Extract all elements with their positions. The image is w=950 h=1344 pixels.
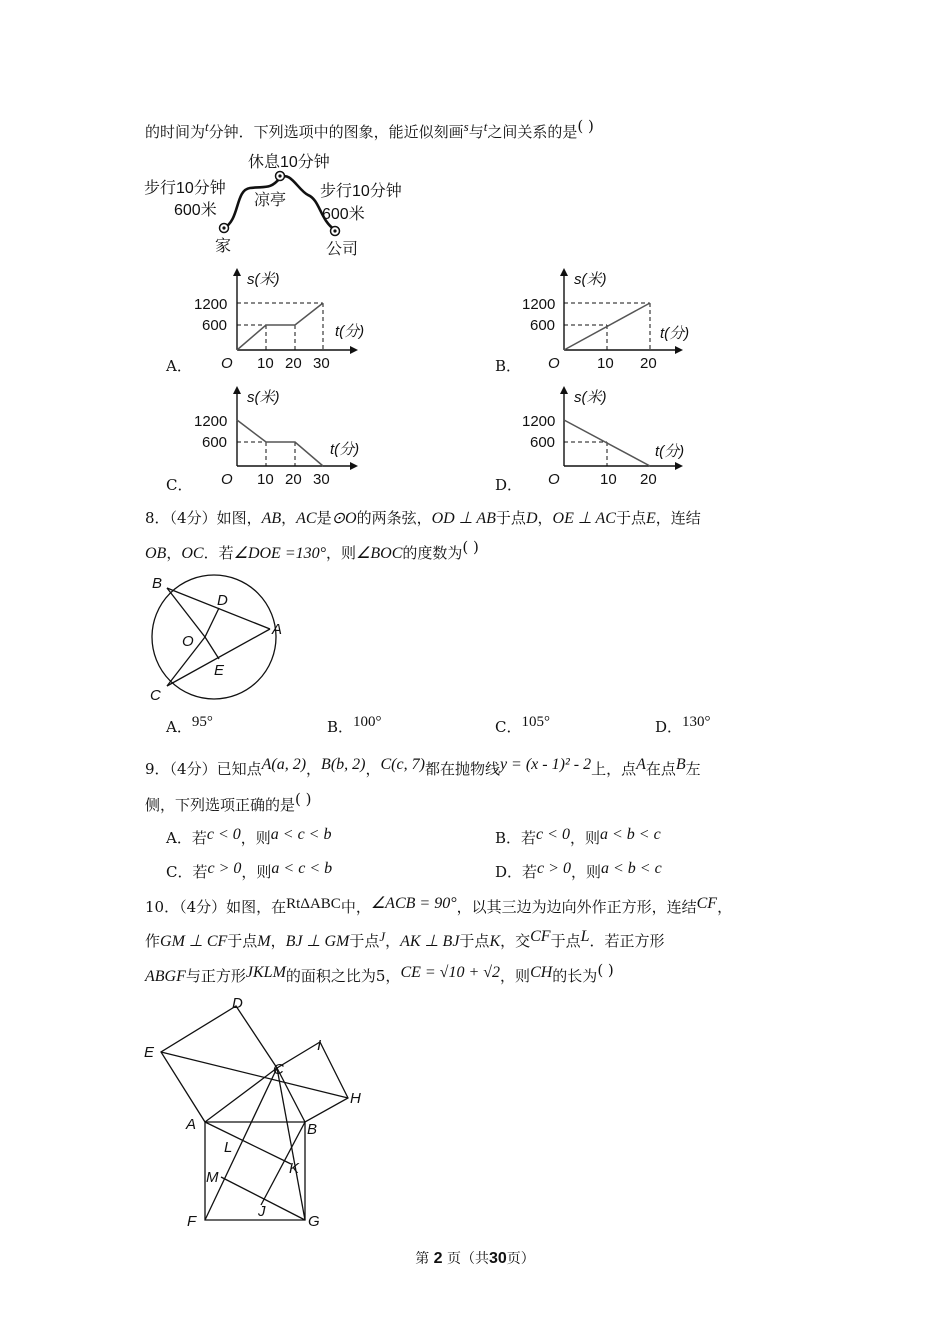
svg-text:C: C (150, 687, 161, 704)
svg-text:A: A (186, 1116, 197, 1133)
q9-option-a[interactable]: A．若c < 0，则a < c < b (166, 826, 332, 847)
svg-text:t(分): t(分) (330, 441, 360, 458)
y-axis-arrow-icon (233, 268, 241, 276)
svg-text:E: E (144, 1044, 155, 1061)
q8-line2: OB，OC．若∠DOE =130°，则∠BOC的度数为( ) (145, 538, 479, 562)
svg-text:20: 20 (640, 471, 657, 488)
svg-text:10: 10 (257, 471, 274, 488)
svg-text:s(米): s(米) (247, 389, 280, 406)
svg-text:K: K (289, 1160, 300, 1177)
graph-line (237, 420, 323, 466)
square-cbhi (277, 1042, 348, 1122)
svg-text:G: G (308, 1213, 320, 1230)
svg-text:1200: 1200 (194, 296, 228, 313)
svg-text:600: 600 (530, 434, 556, 451)
svg-text:30: 30 (313, 471, 330, 488)
q7-graph-d (520, 380, 700, 490)
q7-graph-c (190, 380, 370, 490)
svg-text:600: 600 (202, 317, 228, 334)
q8-circle-figure (140, 568, 300, 708)
svg-text:t(分): t(分) (655, 443, 685, 460)
svg-text:20: 20 (285, 355, 302, 372)
svg-text:600: 600 (530, 317, 556, 334)
walk-right-label: 步行10分钟 (320, 183, 402, 200)
dist-left-label: 600米 (174, 202, 217, 219)
svg-text:20: 20 (640, 355, 657, 372)
q8-line1: 8．（4分）如图，AB，AC是⊙O的两条弦，OD ⊥ AB于点D，OE ⊥ AC于点E，连结 (145, 509, 701, 527)
svg-text:O: O (221, 355, 233, 372)
svg-text:C: C (273, 1061, 284, 1078)
svg-text:L: L (224, 1139, 233, 1156)
svg-text:30: 30 (313, 355, 330, 372)
segment-eh (161, 1052, 348, 1098)
q9-line1: 9．（4分）已知点A(a, 2)，B(b, 2)，C(c, 7)都在抛物线y = (x - 1)² - 2上，点A在点B左 (145, 756, 701, 778)
svg-text:E: E (214, 662, 225, 679)
svg-text:s(米): s(米) (247, 271, 280, 288)
segment-od (205, 608, 219, 637)
svg-text:s(米): s(米) (574, 271, 607, 288)
svg-text:600: 600 (202, 434, 228, 451)
q7-line1: 的时间为t分钟．下列选项中的图象，能近似刻画s与t之间关系的是( ) (145, 117, 594, 141)
svg-text:A: A (272, 621, 283, 638)
rest-label: 休息10分钟 (248, 154, 330, 171)
y-axis-arrow-icon (560, 268, 568, 276)
svg-text:F: F (187, 1213, 197, 1230)
segment-oe (205, 637, 219, 659)
svg-text:B: B (152, 575, 163, 592)
q10-squares-figure (140, 992, 380, 1232)
segment-cg (277, 1068, 305, 1220)
q10-line2: 作GM ⊥ CF于点M，BJ ⊥ GM于点J，AK ⊥ BJ于点K，交CF于点L．若正方形 (145, 928, 665, 950)
q9-line2: 侧，下列选项正确的是( ) (145, 790, 312, 814)
pavilion-label: 凉亭 (254, 192, 287, 209)
x-axis-arrow-icon (675, 462, 683, 470)
svg-text:O: O (182, 633, 194, 650)
q8-option-b[interactable]: B．100° (327, 714, 382, 736)
svg-text:t(分): t(分) (660, 325, 690, 342)
svg-text:J: J (258, 1203, 266, 1220)
q7-option-b-label: B． (495, 357, 522, 375)
q7-graph-a (190, 262, 370, 372)
q10-line3: ABGF与正方形JKLM的面积之比为5，CE = √10 + √2，则CH的长为( ) (145, 961, 614, 985)
svg-text:1200: 1200 (194, 413, 228, 430)
svg-text:20: 20 (285, 471, 302, 488)
graph-line (237, 303, 323, 350)
q8-option-c[interactable]: C．105° (495, 714, 550, 736)
segment-cf (205, 1068, 277, 1220)
svg-text:10: 10 (257, 355, 274, 372)
q7-option-d-label: D． (495, 476, 523, 494)
svg-text:H: H (350, 1090, 361, 1107)
q7-option-c-label: C． (166, 476, 193, 494)
page-footer: 第 2 页（共30页） (415, 1250, 535, 1267)
x-axis-arrow-icon (675, 346, 683, 354)
svg-text:O: O (548, 471, 560, 488)
dist-right-label: 600米 (322, 206, 365, 223)
svg-text:O: O (221, 471, 233, 488)
svg-text:s(米): s(米) (574, 389, 607, 406)
q8-option-d[interactable]: D．130° (655, 714, 711, 736)
q9-option-b[interactable]: B．若c < 0，则a < b < c (495, 826, 661, 847)
q7-option-a-label: A． (166, 357, 192, 375)
q10-line1: 10．（4分）如图，在RtΔABC中，∠ACB = 90°，以其三边为边向外作正方形，连结CF， (145, 895, 733, 916)
q9-option-d[interactable]: D．若c > 0，则a < b < c (495, 860, 662, 881)
svg-text:10: 10 (597, 355, 614, 372)
home-label: 家 (215, 238, 232, 255)
svg-text:1200: 1200 (522, 296, 556, 313)
svg-text:I: I (317, 1037, 322, 1054)
svg-text:10: 10 (600, 471, 617, 488)
svg-text:M: M (206, 1169, 219, 1186)
q9-option-c[interactable]: C．若c > 0，则a < c < b (166, 860, 333, 881)
x-axis-arrow-icon (350, 462, 358, 470)
q8-option-a[interactable]: A．95° (166, 714, 213, 736)
y-axis-arrow-icon (560, 386, 568, 394)
svg-text:D: D (232, 995, 243, 1012)
svg-text:B: B (307, 1121, 318, 1138)
svg-text:t(分): t(分) (335, 323, 365, 340)
walk-left-label: 步行10分钟 (144, 180, 226, 197)
company-label: 公司 (326, 241, 359, 258)
y-axis-arrow-icon (233, 386, 241, 394)
route-map-figure (140, 150, 420, 260)
q7-graph-b (520, 262, 700, 372)
svg-text:D: D (217, 592, 228, 609)
svg-text:1200: 1200 (522, 413, 556, 430)
x-axis-arrow-icon (350, 346, 358, 354)
svg-text:O: O (548, 355, 560, 372)
